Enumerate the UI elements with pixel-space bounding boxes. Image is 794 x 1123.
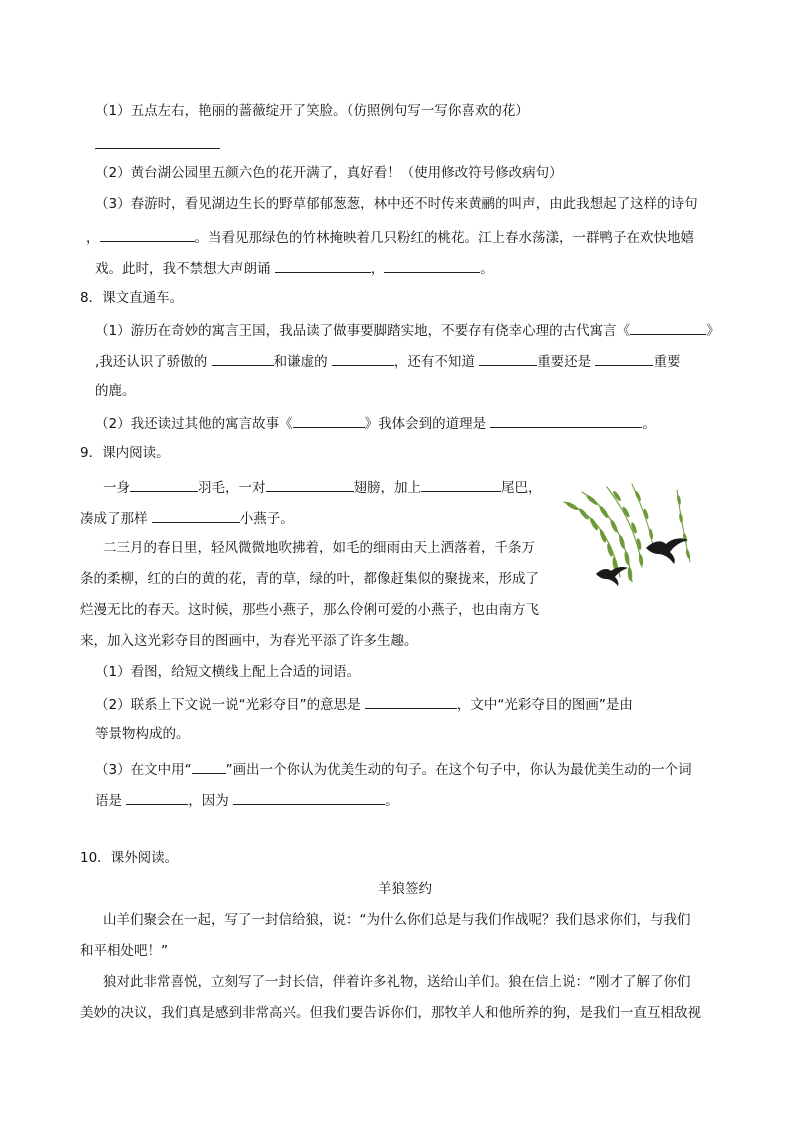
answer-blank[interactable] bbox=[332, 350, 394, 366]
q7-item-3-line2: ， 。当看见那绿色的竹林掩映着几只粉红的桃花。江上春水荡漾，一群鸭子在欢快地嬉 bbox=[86, 226, 694, 248]
answer-blank[interactable] bbox=[192, 758, 226, 774]
answer-blank[interactable] bbox=[266, 476, 354, 492]
answer-blank[interactable] bbox=[490, 412, 642, 428]
q9-question-2-line1: （2）联系上下文说一说“光彩夺目”的意思是 ，文中“光彩夺目的图画”是由 bbox=[95, 693, 633, 715]
q9-heading: 9．课内阅读。 bbox=[80, 445, 170, 461]
q8-item-2: （2）我还读过其他的寓言故事《 》我体会到的道理是 。 bbox=[95, 412, 656, 434]
q7-item-1: （1）五点左右，艳丽的蔷薇绽开了笑脸。（仿照例句写一写你喜欢的花） bbox=[95, 103, 529, 119]
answer-blank[interactable] bbox=[630, 319, 706, 335]
q8-item-1-line1: （1）游历在奇妙的寓言王国，我品读了做事要脚踏实地，不要存有侥幸心理的古代寓言《 》 bbox=[95, 319, 720, 341]
answer-blank[interactable] bbox=[595, 350, 653, 366]
answer-blank[interactable] bbox=[479, 350, 537, 366]
q10-heading: 10．课外阅读。 bbox=[80, 850, 179, 866]
swallow-icon bbox=[596, 567, 628, 586]
q8-heading: 8．课文直通车。 bbox=[80, 290, 184, 306]
q9-question-2-line2: 等景物构成的。 bbox=[95, 726, 190, 742]
answer-blank[interactable] bbox=[130, 476, 198, 492]
q10-passage-line1: 山羊们聚会在一起，写了一封信给狼，说：“为什么你们总是与我们作战呢？我们恳求你们，与我们 bbox=[103, 912, 691, 928]
q8-item-1-line2: ,我还认识了骄傲的 和谦虚的 ，还有不知道 重要还是 重要 bbox=[95, 350, 680, 372]
answer-blank[interactable] bbox=[421, 476, 501, 492]
answer-blank[interactable] bbox=[365, 693, 457, 709]
q9-passage-line4: 条的柔柳，红的白的黄的花，青的草，绿的叶，都像赶集似的聚拢来，形成了 bbox=[80, 571, 539, 587]
answer-blank[interactable] bbox=[293, 412, 365, 428]
story-title: 羊狼签约 bbox=[378, 881, 432, 897]
answer-blank[interactable] bbox=[100, 226, 195, 242]
q10-passage-line4: 美妙的决议，我们真是感到非常高兴。但我们要告诉你们，那牧羊人和他所养的狗，是我们一直互相敌视 bbox=[80, 1005, 701, 1021]
q7-item-3-line3: 戏。此时，我不禁想大声朗诵 ， 。 bbox=[95, 257, 494, 279]
q9-passage-line6: 来，加入这光彩夺目的图画中，为春光平添了许多生趣。 bbox=[80, 633, 418, 649]
answer-blank[interactable] bbox=[275, 257, 371, 273]
q9-passage-line5: 烂漫无比的春天。这时候，那些小燕子，那么伶俐可爱的小燕子，也由南方飞 bbox=[80, 602, 539, 618]
q9-passage-line3: 二三月的春日里，轻风微微地吹拂着，如毛的细雨由天上洒落着，千条万 bbox=[103, 540, 535, 556]
q10-passage-line3: 狼对此非常喜悦，立刻写了一封长信，伴着许多礼物，送给山羊们。狼在信上说：“刚才了解了你们 bbox=[103, 974, 691, 990]
q9-passage-line1: 一身 羽毛，一对 翅膀，加上 尾巴， bbox=[103, 476, 542, 498]
q9-question-3-line1: （3）在文中用“ ”画出一个你认为优美生动的句子。在这个句子中，你认为最优美生动的一个词 bbox=[95, 758, 692, 780]
answer-blank[interactable] bbox=[212, 350, 274, 366]
willow-swallow-illustration bbox=[562, 482, 714, 602]
q7-item-3-line1: （3）春游时，看见湖边生长的野草郁郁葱葱，林中还不时传来黄鹂的叫声，由此我想起了这样的诗句 bbox=[95, 196, 698, 212]
q9-passage-line2: 凑成了那样 小燕子。 bbox=[80, 507, 294, 529]
answer-blank[interactable] bbox=[233, 789, 385, 805]
q9-question-1: （1）看图，给短文横线上配上合适的词语。 bbox=[95, 664, 361, 680]
answer-blank[interactable] bbox=[95, 148, 220, 149]
answer-blank[interactable] bbox=[384, 257, 480, 273]
q8-item-1-line3: 的鹿。 bbox=[95, 383, 136, 399]
answer-blank[interactable] bbox=[126, 789, 188, 805]
willow-leaves bbox=[565, 490, 691, 581]
q10-passage-line2: 和平相处吧！” bbox=[80, 943, 168, 959]
q9-question-3-line2: 语是 ，因为 。 bbox=[95, 789, 399, 811]
q7-item-2: （2）黄台湖公园里五颜六色的花开满了，真好看！（使用修改符号修改病句） bbox=[95, 165, 563, 181]
willow-branches bbox=[564, 484, 690, 582]
answer-blank[interactable] bbox=[152, 507, 240, 523]
